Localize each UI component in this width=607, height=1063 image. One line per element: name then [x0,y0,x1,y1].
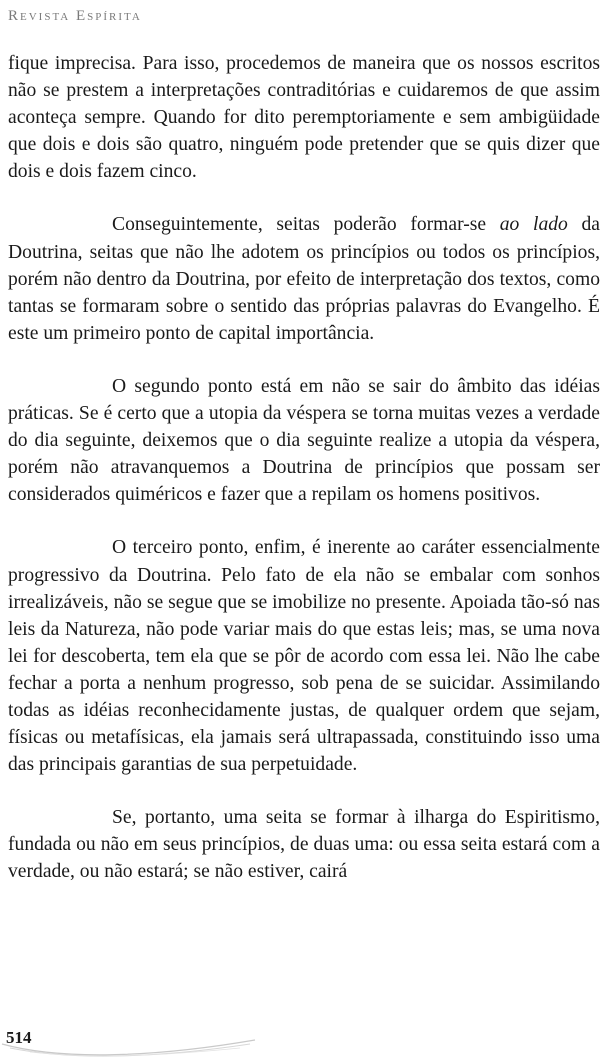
paragraph-5-text: Se, portanto, uma seita se formar à ilharga do Espiritismo, fundada ou não em seus princípios, de duas uma: ou essa seita estará com a verdade, ou não estará; se não estiver, cairá [8,807,600,883]
running-header: Revista Espírita [8,8,142,24]
paragraph-2-text-start: Conseguintemente, seitas poderão formar-se [112,214,500,236]
paragraph-4-text: O terceiro ponto, enfim, é inerente ao caráter essencialmente progressivo da Doutrina. Pelo fato de ela não se embalar com sonhos irrealizáveis, não se segue que se imobilize no presente. Apoiada tão-só nas leis da Natureza, não pode variar mais do que estas leis; mas, se uma nova lei for descoberta, tem ela que se pôr de acordo com essa lei. Não lhe cabe fechar a porta a nenhum progresso, sob pena de se suicidar. Assimilando todas as idéias reconhecidamente justas, de qualquer ordem que sejam, físicas ou metafísicas, ela jamais será ultrapassada, constituindo isso uma das principais garantias de sua perpetuidade. [8,537,600,776]
paragraph-4 [8,534,600,778]
paragraph-2 [8,211,600,346]
paragraph-1 [8,50,600,185]
body-text [8,50,600,912]
paragraph-2-emphasis: ao lado [499,214,568,236]
paragraph-1-text: fique imprecisa. Para isso, procedemos de maneira que os nossos escritos não se prestem a interpretações contraditórias e cuidaremos de que assim aconteça sempre. Quando for dito peremptoriamente e sem ambigüidade que dois e dois são quatro, ninguém pode pretender que se quis dizer que dois e dois fazem cinco. [8,53,600,183]
paragraph-5 [8,804,600,885]
paragraph-2-text-end: da Doutrina, seitas que não lhe adotem os princípios ou todos os princípios, porém não dentro da Doutrina, por efeito de interpretação dos textos, como tantas se formaram sobre o sentido das próprias palavras do Evangelho. É este um primeiro ponto de capital importância. [8,214,600,344]
paragraph-3 [8,373,600,508]
page-number: 514 [6,1028,32,1047]
footer-swash-ornament [0,1030,260,1060]
paragraph-3-text: O segundo ponto está em não se sair do âmbito das idéias práticas. Se é certo que a utopia da véspera se torna muitas vezes a verdade do dia seguinte, deixemos que o dia seguinte realize a utopia da véspera, porém não atravanquemos a Doutrina de princípios que possam ser considerados quiméricos e fazer que a repilam os homens positivos. [8,375,600,506]
